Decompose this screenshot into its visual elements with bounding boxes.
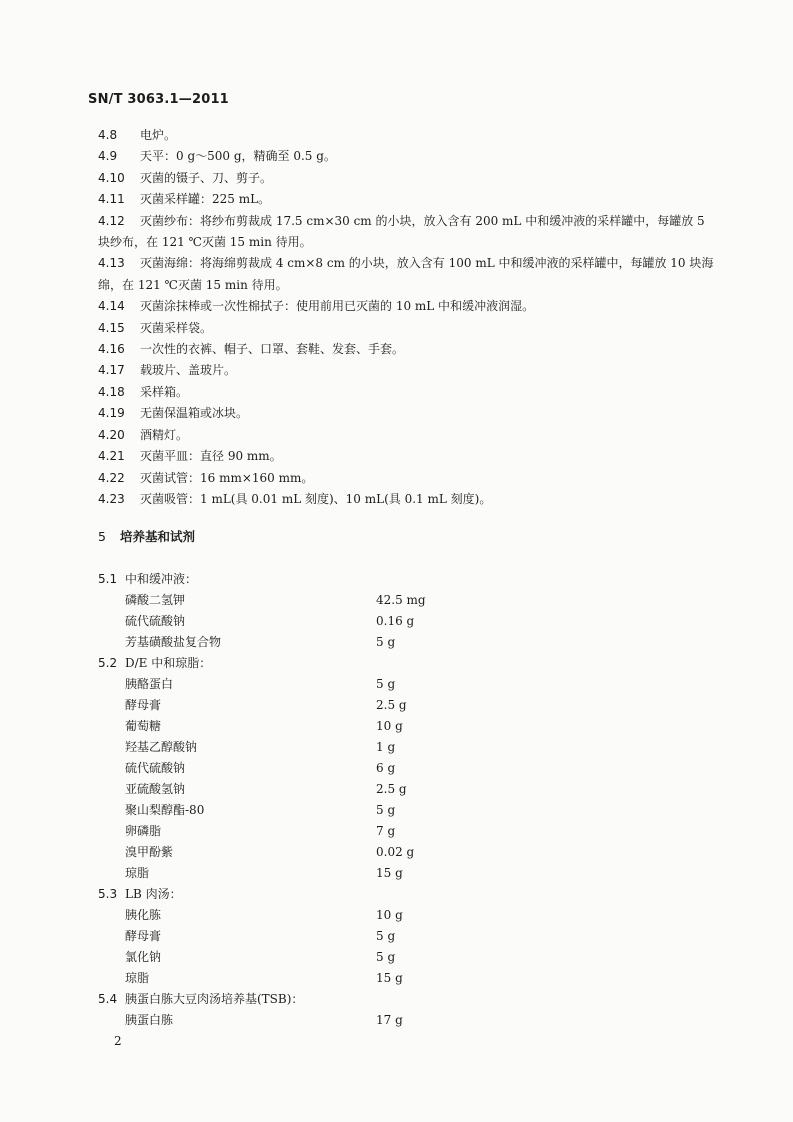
item-text: 酒精灯。 — [140, 427, 189, 442]
subsection-title: LB 肉汤： — [125, 887, 182, 901]
ingredient-amount: 2.5 g — [376, 782, 407, 796]
equipment-item — [98, 360, 718, 381]
ingredient-row — [98, 905, 718, 926]
equipment-item — [98, 468, 718, 489]
ingredient-name: 聚山梨醇酯-80 — [125, 803, 205, 817]
item-text: 灭菌采样袋。 — [140, 320, 213, 335]
item-number: 4.21 — [98, 449, 125, 464]
page-number: 2 — [114, 1034, 122, 1048]
item-number: 4.22 — [98, 470, 125, 485]
equipment-item — [98, 146, 718, 167]
ingredient-name: 亚硫酸氢钠 — [125, 782, 186, 796]
equipment-item — [98, 425, 718, 446]
reagent-subsection — [98, 653, 718, 674]
equipment-item — [98, 253, 718, 296]
ingredient-amount: 1 g — [376, 740, 396, 754]
item-number: 4.12 — [98, 213, 125, 228]
ingredient-amount: 0.16 g — [376, 614, 415, 628]
ingredient-name: 葡萄糖 — [125, 719, 162, 733]
ingredient-amount: 42.5 mg — [376, 593, 426, 607]
ingredient-row — [98, 590, 718, 611]
item-number: 4.20 — [98, 427, 125, 442]
ingredient-amount: 7 g — [376, 824, 396, 838]
item-number: 4.19 — [98, 406, 125, 421]
equipment-item — [98, 446, 718, 467]
ingredient-row — [98, 968, 718, 989]
subsection-title: D/E 中和琼脂： — [125, 656, 212, 670]
ingredient-name: 琼脂 — [125, 866, 150, 880]
subsection-title: 中和缓冲液： — [125, 572, 198, 586]
equipment-list — [98, 125, 718, 510]
item-number: 4.17 — [98, 363, 125, 378]
equipment-item — [98, 489, 718, 510]
reagent-list — [98, 569, 718, 1031]
item-text: 采样箱。 — [140, 384, 189, 399]
ingredient-name: 胰酪蛋白 — [125, 677, 174, 691]
equipment-item — [98, 168, 718, 189]
equipment-item — [98, 403, 718, 424]
ingredient-row — [98, 632, 718, 653]
item-text: 无菌保温箱或冰块。 — [140, 406, 249, 421]
item-number: 4.10 — [98, 170, 125, 185]
ingredient-amount: 10 g — [376, 719, 403, 733]
section-title: 培养基和试剂 — [120, 529, 196, 544]
ingredient-row — [98, 737, 718, 758]
reagent-subsection — [98, 569, 718, 590]
equipment-item — [98, 339, 718, 360]
ingredient-row — [98, 800, 718, 821]
subsection-number: 5.3 — [98, 887, 118, 901]
item-text: 灭菌纱布：将纱布剪裁成 17.5 cm×30 cm 的小块，放入含有 200 mL 中和缓冲液的采样罐中，每罐放 5 块纱布，在 121 ℃灭菌 15 min 待用。 — [98, 213, 705, 250]
standard-code: SN/T 3063.1—2011 — [88, 92, 229, 107]
equipment-item — [98, 382, 718, 403]
ingredient-name: 酵母膏 — [125, 929, 162, 943]
item-text: 电炉。 — [140, 128, 177, 142]
ingredient-row — [98, 716, 718, 737]
item-text: 灭菌的镊子、刀、剪子。 — [140, 170, 273, 185]
subsection-title: 胰蛋白胨大豆肉汤培养基(TSB)： — [125, 992, 304, 1006]
ingredient-row — [98, 758, 718, 779]
reagent-subsection — [98, 884, 718, 905]
ingredient-amount: 5 g — [376, 950, 396, 964]
item-number: 4.14 — [98, 299, 125, 314]
item-text: 天平：0 g～500 g，精确至 0.5 g。 — [140, 149, 336, 164]
ingredient-name: 卵磷脂 — [125, 824, 162, 838]
ingredient-name: 酵母膏 — [125, 698, 162, 712]
subsection-number: 5.1 — [98, 572, 118, 586]
item-text: 灭菌采样罐：225 mL。 — [140, 192, 271, 207]
ingredient-amount: 5 g — [376, 635, 396, 649]
item-text: 灭菌吸管：1 mL(具 0.01 mL 刻度)、10 mL(具 0.1 mL 刻度)。 — [140, 491, 492, 506]
item-number: 4.15 — [98, 320, 125, 335]
item-number: 4.9 — [98, 149, 118, 164]
item-text: 灭菌试管：16 mm×160 mm。 — [140, 470, 314, 485]
ingredient-name: 氯化钠 — [125, 950, 162, 964]
ingredient-row — [98, 779, 718, 800]
ingredient-row — [98, 611, 718, 632]
item-number: 4.8 — [98, 128, 118, 142]
ingredient-row — [98, 821, 718, 842]
item-text: 一次性的衣裤、帽子、口罩、套鞋、发套、手套。 — [140, 342, 405, 357]
equipment-item — [98, 125, 718, 146]
item-number: 4.16 — [98, 342, 125, 357]
equipment-item — [98, 318, 718, 339]
ingredient-amount: 5 g — [376, 803, 396, 817]
ingredient-name: 溴甲酚紫 — [125, 845, 174, 859]
ingredient-row — [98, 947, 718, 968]
equipment-item — [98, 296, 718, 317]
ingredient-name: 硫代硫酸钠 — [125, 614, 186, 628]
ingredient-name: 磷酸二氢钾 — [125, 593, 186, 607]
item-number: 4.13 — [98, 256, 125, 271]
ingredient-name: 芳基磺酸盐复合物 — [125, 635, 222, 649]
item-number: 4.23 — [98, 491, 125, 506]
ingredient-row — [98, 863, 718, 884]
subsection-number: 5.2 — [98, 656, 118, 670]
equipment-item — [98, 211, 718, 254]
ingredient-amount: 5 g — [376, 677, 396, 691]
ingredient-name: 胰蛋白胨 — [125, 1013, 174, 1027]
ingredient-amount: 15 g — [376, 866, 403, 880]
ingredient-amount: 17 g — [376, 1013, 403, 1027]
ingredient-amount: 15 g — [376, 971, 403, 985]
item-text: 灭菌平皿：直径 90 mm。 — [140, 449, 282, 464]
ingredient-name: 硫代硫酸钠 — [125, 761, 186, 775]
ingredient-amount: 10 g — [376, 908, 403, 922]
ingredient-amount: 6 g — [376, 761, 396, 775]
ingredient-row — [98, 1010, 718, 1031]
ingredient-amount: 0.02 g — [376, 845, 415, 859]
reagent-subsection — [98, 989, 718, 1010]
item-text: 灭菌海绵：将海绵剪裁成 4 cm×8 cm 的小块，放入含有 100 mL 中和缓冲液的采样罐中，每罐放 10 块海绵，在 121 ℃灭菌 15 min 待用。 — [98, 256, 714, 292]
ingredient-row — [98, 926, 718, 947]
ingredient-name: 胰化胨 — [125, 908, 162, 922]
item-text: 灭菌涂抹棒或一次性棉拭子：使用前用已灭菌的 10 mL 中和缓冲液润湿。 — [140, 299, 535, 314]
ingredient-row — [98, 842, 718, 863]
item-number: 4.18 — [98, 384, 125, 399]
equipment-item — [98, 189, 718, 210]
ingredient-name: 琼脂 — [125, 971, 150, 985]
section-number: 5 — [98, 529, 106, 544]
item-number: 4.11 — [98, 192, 125, 207]
subsection-number: 5.4 — [98, 992, 118, 1006]
ingredient-amount: 5 g — [376, 929, 396, 943]
ingredient-name: 羟基乙醇酸钠 — [125, 740, 198, 754]
ingredient-row — [98, 695, 718, 716]
section-heading — [98, 527, 195, 545]
ingredient-row — [98, 674, 718, 695]
ingredient-amount: 2.5 g — [376, 698, 407, 712]
item-text: 载玻片、盖玻片。 — [140, 363, 237, 378]
